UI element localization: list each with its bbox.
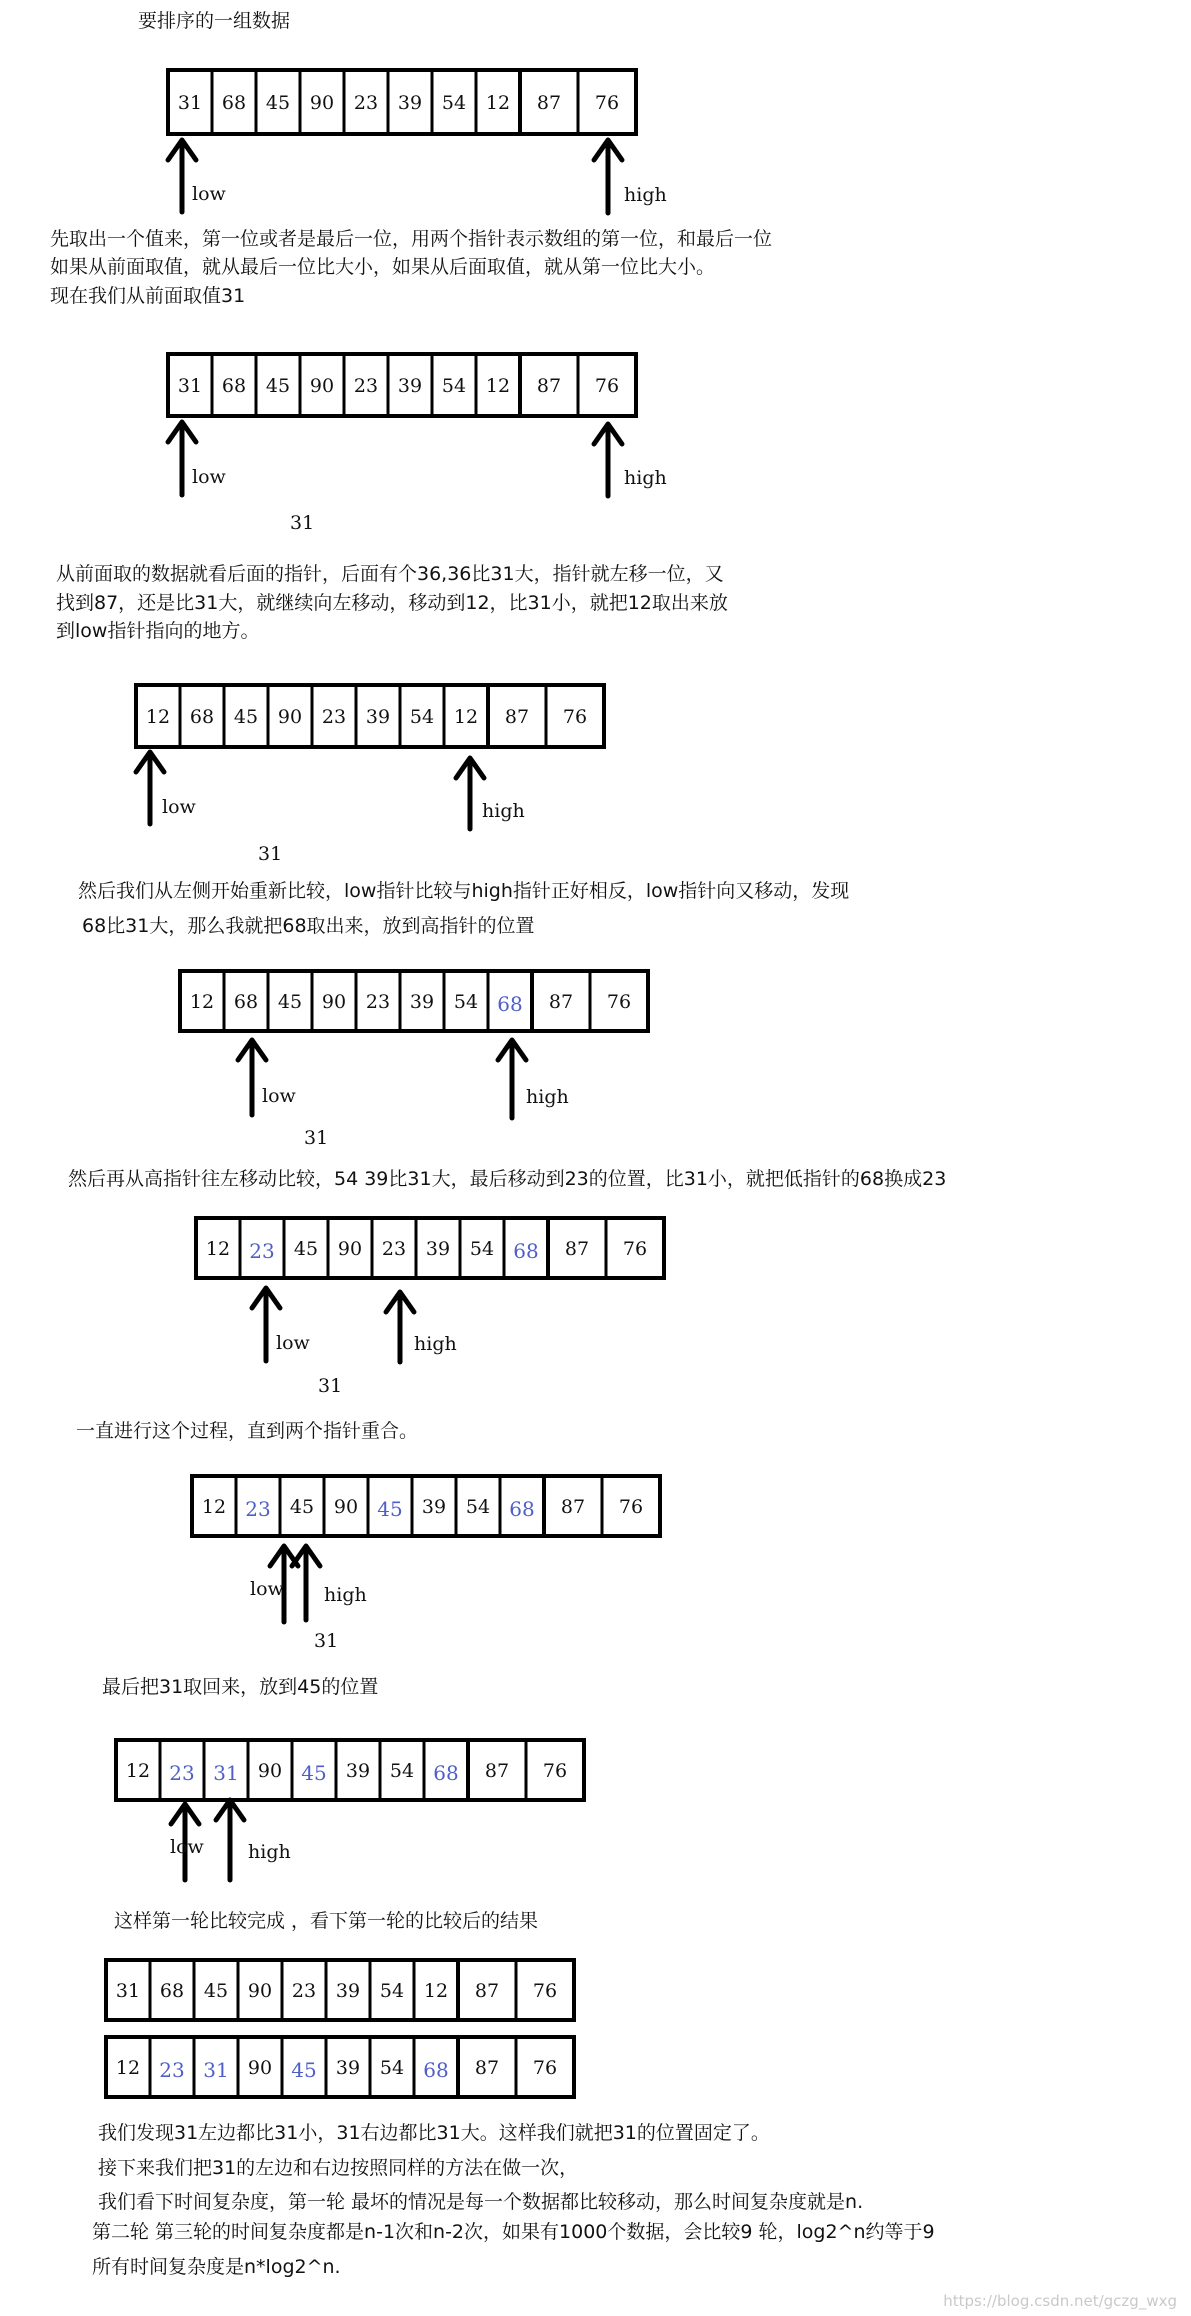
explanation-line: 找到87，还是比31大，就继续向左移动，移动到12，比31小，就把12取出来放: [56, 592, 728, 614]
explanation-line: 接下来我们把31的左边和右边按照同样的方法在做一次，: [98, 2157, 579, 2179]
low-pointer-label: low: [162, 796, 196, 818]
cell-value: 90: [321, 991, 347, 1013]
cell-value: 12: [115, 2057, 141, 2079]
cell-value-moved: 31: [213, 1761, 239, 1785]
high-pointer-label: high: [324, 1584, 367, 1606]
low-pointer-label: low: [170, 1836, 204, 1858]
cell-value: 68: [221, 375, 247, 397]
cell-value: 54: [389, 1760, 415, 1782]
cell-value: 23: [291, 1980, 317, 2002]
high-pointer-label: high: [248, 1841, 291, 1863]
cell-value: 45: [203, 1980, 229, 2002]
cell-value: 54: [409, 706, 435, 728]
low-pointer-label: low: [250, 1578, 284, 1600]
cell-value: 23: [365, 991, 391, 1013]
cell-value: 54: [379, 2057, 405, 2079]
cell-value: 12: [145, 706, 171, 728]
cell-value: 68: [233, 991, 259, 1013]
explanation-line: 到low指针指向的地方。: [56, 620, 260, 642]
cell-value: 39: [335, 1980, 361, 2002]
watermark: https://blog.csdn.net/gczg_wxg: [943, 2292, 1177, 2310]
cell-value-moved: 68: [433, 1761, 459, 1785]
cell-value: 39: [397, 92, 423, 114]
cell-value: 90: [247, 2057, 273, 2079]
cell-value-moved: 23: [249, 1239, 275, 1263]
cell-value: 87: [474, 1980, 500, 2002]
cell-value-moved: 31: [203, 2058, 229, 2082]
low-pointer-label: low: [192, 466, 226, 488]
cell-value: 76: [622, 1238, 648, 1260]
explanation-line: 一直进行这个过程，直到两个指针重合。: [76, 1420, 419, 1442]
cell-value: 23: [353, 375, 379, 397]
cell-value: 76: [606, 991, 632, 1013]
explanation-line: 现在我们从前面取值31: [50, 285, 246, 307]
cell-value: 39: [421, 1496, 447, 1518]
high-pointer-label: high: [624, 184, 667, 206]
caption-data-to-sort: 要排序的一组数据: [138, 10, 291, 32]
high-pointer-label: high: [624, 467, 667, 489]
cell-value: 54: [469, 1238, 495, 1260]
cell-value: 12: [201, 1496, 227, 1518]
cell-value: 87: [536, 375, 562, 397]
cell-value: 54: [441, 92, 467, 114]
cell-value: 31: [177, 375, 203, 397]
cell-value: 90: [309, 375, 335, 397]
cell-value: 76: [594, 375, 620, 397]
cell-value-moved: 45: [301, 1761, 327, 1785]
pivot-value: 31: [258, 843, 283, 865]
cell-value: 90: [333, 1496, 359, 1518]
cell-value: 45: [293, 1238, 319, 1260]
cell-value-moved: 68: [497, 992, 523, 1016]
cell-value-moved: 68: [513, 1239, 539, 1263]
cell-value: 76: [542, 1760, 568, 1782]
low-pointer-label: low: [192, 183, 226, 205]
cell-value: 90: [247, 1980, 273, 2002]
explanation-line: 然后我们从左侧开始重新比较，low指针比较与high指针正好相反，low指针向又移动，发现: [78, 880, 850, 902]
explanation-line: 先取出一个值来，第一位或者是最后一位，用两个指针表示数组的第一位，和最后一位: [50, 228, 773, 250]
cell-value: 87: [484, 1760, 510, 1782]
high-pointer-label: high: [526, 1086, 569, 1108]
cell-value: 23: [353, 92, 379, 114]
pivot-value: 31: [290, 512, 315, 534]
cell-value: 54: [453, 991, 479, 1013]
cell-value: 39: [335, 2057, 361, 2079]
cell-value-moved: 68: [423, 2058, 449, 2082]
cell-value: 76: [562, 706, 588, 728]
cell-value: 39: [345, 1760, 371, 1782]
pivot-value: 31: [314, 1630, 339, 1652]
cell-value: 12: [205, 1238, 231, 1260]
cell-value: 12: [189, 991, 215, 1013]
cell-value-moved: 68: [509, 1497, 535, 1521]
cell-value: 54: [379, 1980, 405, 2002]
high-pointer-label: high: [482, 800, 525, 822]
pivot-value: 31: [318, 1375, 343, 1397]
explanation-line: 第二轮 第三轮的时间复杂度都是n-1次和n-2次，如果有1000个数据，会比较9 轮，log2^n约等于9: [92, 2221, 935, 2243]
cell-value: 12: [453, 706, 479, 728]
cell-value: 39: [409, 991, 435, 1013]
cell-value: 87: [474, 2057, 500, 2079]
cell-value: 87: [548, 991, 574, 1013]
cell-value: 45: [265, 375, 291, 397]
high-pointer-label: high: [414, 1333, 457, 1355]
low-pointer-label: low: [276, 1332, 310, 1354]
cell-value: 12: [485, 375, 511, 397]
cell-value: 76: [532, 2057, 558, 2079]
cell-value: 45: [277, 991, 303, 1013]
cell-value: 31: [177, 92, 203, 114]
cell-value: 54: [465, 1496, 491, 1518]
low-pointer-label: low: [262, 1085, 296, 1107]
cell-value: 45: [233, 706, 259, 728]
cell-value: 12: [423, 1980, 449, 2002]
cell-value: 87: [536, 92, 562, 114]
cell-value: 31: [115, 1980, 141, 2002]
explanation-line: 所有时间复杂度是n*log2^n.: [92, 2256, 341, 2278]
cell-value: 45: [265, 92, 291, 114]
cell-value: 76: [618, 1496, 644, 1518]
explanation-line: 我们发现31左边都比31小，31右边都比31大。这样我们就把31的位置固定了。: [98, 2122, 770, 2144]
cell-value: 39: [365, 706, 391, 728]
cell-value: 68: [189, 706, 215, 728]
cell-value: 90: [277, 706, 303, 728]
cell-value: 12: [125, 1760, 151, 1782]
cell-value-moved: 23: [159, 2058, 185, 2082]
cell-value-moved: 45: [291, 2058, 317, 2082]
cell-value: 23: [381, 1238, 407, 1260]
cell-value: 87: [504, 706, 530, 728]
cell-value: 90: [309, 92, 335, 114]
cell-value: 90: [257, 1760, 283, 1782]
explanation-line: 如果从前面取值，就从最后一位比大小，如果从后面取值，就从第一位比大小。: [50, 256, 716, 278]
cell-value: 54: [441, 375, 467, 397]
cell-value: 39: [425, 1238, 451, 1260]
cell-value: 45: [289, 1496, 315, 1518]
explanation-line: 然后再从高指针往左移动比较，54 39比31大，最后移动到23的位置，比31小，就把低指针的68换成23: [68, 1168, 947, 1190]
pivot-value: 31: [304, 1127, 329, 1149]
cell-value: 87: [560, 1496, 586, 1518]
cell-value: 12: [485, 92, 511, 114]
cell-value: 68: [221, 92, 247, 114]
cell-value: 39: [397, 375, 423, 397]
cell-value: 76: [532, 1980, 558, 2002]
explanation-line: 最后把31取回来，放到45的位置: [102, 1676, 379, 1698]
explanation-line: 这样第一轮比较完成 ，看下第一轮的比较后的结果: [114, 1910, 539, 1932]
explanation-line: 从前面取的数据就看后面的指针，后面有个36,36比31大，指针就左移一位，又: [56, 563, 724, 585]
cell-value: 68: [159, 1980, 185, 2002]
cell-value: 87: [564, 1238, 590, 1260]
cell-value: 90: [337, 1238, 363, 1260]
explanation-line: 68比31大，那么我就把68取出来，放到高指针的位置: [82, 915, 535, 937]
cell-value: 23: [321, 706, 347, 728]
cell-value-moved: 45: [377, 1497, 403, 1521]
cell-value: 76: [594, 92, 620, 114]
cell-value-moved: 23: [245, 1497, 271, 1521]
explanation-line: 我们看下时间复杂度，第一轮 最坏的情况是每一个数据都比较移动，那么时间复杂度就是n.: [98, 2191, 864, 2213]
cell-value-moved: 23: [169, 1761, 195, 1785]
